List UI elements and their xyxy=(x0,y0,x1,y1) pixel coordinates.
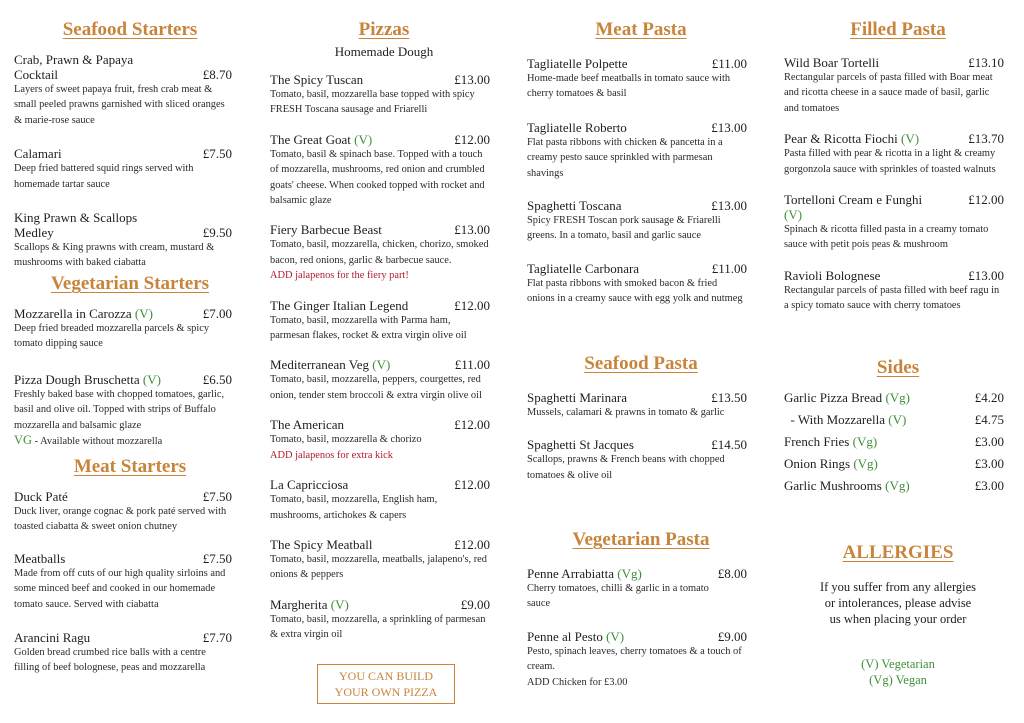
veg-tag: (Vg) xyxy=(617,566,642,581)
item-price: £12.00 xyxy=(454,477,490,493)
item-name: Ravioli Bolognese xyxy=(784,267,881,283)
item-desc: Tomato, basil, mozzarella, meatballs, jalapeno's, red onions & peppers xyxy=(270,553,487,581)
vegan-note xyxy=(14,433,232,449)
menu-item xyxy=(14,306,232,352)
veg-tag: (V) xyxy=(888,412,907,427)
side-item xyxy=(784,387,1004,409)
menu-item xyxy=(14,146,232,192)
item-name-text: Penne al Pesto xyxy=(527,628,603,644)
item-name: The Spicy Meatball xyxy=(270,536,373,552)
item-name xyxy=(270,597,490,612)
side-name: Garlic Mushrooms xyxy=(784,478,882,493)
item-price: £13.70 xyxy=(968,131,1004,147)
menu-item xyxy=(784,55,1004,116)
seafood-pasta-title: Seafood Pasta xyxy=(584,353,698,374)
item-price: £12.00 xyxy=(454,297,490,313)
legend-vegetarian: (V) Vegetarian xyxy=(861,657,935,671)
item-name-text: Pear & Ricotta Fiochi xyxy=(784,131,898,147)
item-name xyxy=(14,306,232,321)
item-price: £13.50 xyxy=(711,390,747,405)
item-name-text: Tortelloni Cream e Funghi xyxy=(784,192,923,208)
menu-item xyxy=(14,489,232,535)
item-name: Fiery Barbecue Beast xyxy=(270,222,382,238)
item-name-text: Pizza Dough Bruschetta xyxy=(14,371,140,387)
menu-item xyxy=(270,477,490,523)
item-desc: Tomato, basil & spinach base. Topped with a touch of mozzarella, mushrooms, red onion and crumbled goats' cheese. When cooked topped with rocket and balsamic glaze xyxy=(270,148,485,207)
menu-item xyxy=(270,417,490,463)
side-item xyxy=(784,475,1004,497)
side-price: £4.20 xyxy=(974,390,1004,405)
item-desc: Tomato, basil, mozzarella with Parma ham, parmesan flakes, rocket & extra virgin olive oil xyxy=(270,314,467,342)
item-name-text: Penne Arrabiatta xyxy=(527,566,614,581)
diet-legend xyxy=(784,656,1012,688)
item-name: Meatballs xyxy=(14,550,66,566)
allergies-title: ALLERGIES xyxy=(842,542,954,563)
veg-tag: (V) xyxy=(606,628,625,644)
menu-item xyxy=(270,222,490,283)
item-desc: Home-made beef meatballs in tomato sauce with cherry tomatoes & basil xyxy=(527,73,731,100)
item-price: £12.00 xyxy=(454,131,490,147)
item-desc: Mussels, calamari & prawns in tomato & garlic xyxy=(527,407,725,418)
side-item xyxy=(784,409,1004,431)
veg-tag: (V) xyxy=(354,131,373,147)
item-desc: Tomato, basil, mozzarella, a sprinkling of parmesan & extra virgin oil xyxy=(270,613,486,641)
vegetarian-starters-title: Vegetarian Starters xyxy=(50,273,210,294)
item-price: £13.00 xyxy=(454,222,490,238)
item-desc: Tomato, basil, mozzarella, English ham, mushrooms, artichokes & capers xyxy=(270,494,438,521)
side-name: French Fries xyxy=(784,434,850,449)
side-item xyxy=(784,453,1004,475)
allergy-line-2: or intolerances, please advise xyxy=(824,596,972,610)
vegetarian-pasta-title: Vegetarian Pasta xyxy=(572,529,710,550)
item-desc: Pesto, spinach leaves, cherry tomatoes & a touch of cream. xyxy=(527,645,742,673)
item-price: £11.00 xyxy=(711,260,747,276)
item-name: Tagliatelle Roberto xyxy=(527,119,627,135)
item-name: Spaghetti Marinara xyxy=(527,390,627,405)
item-desc: Tomato, basil, mozzarella & chorizo xyxy=(270,434,422,446)
menu-item xyxy=(784,192,1004,253)
build-line-2: YOUR OWN PIZZA xyxy=(334,685,438,699)
veg-tag: (V) xyxy=(330,596,349,612)
item-name-text: The Great Goat xyxy=(270,131,351,147)
item-price: £13.10 xyxy=(968,55,1004,70)
item-desc: Rectangular parcels of pasta filled with beef ragu in a spicy tomato sauce with cherry tomatoes xyxy=(784,284,1000,312)
item-desc: Flat pasta ribbons with smoked bacon & fried onions in a creamy sauce with egg yolk and nutmeg xyxy=(527,277,743,305)
item-price: £12.00 xyxy=(968,192,1004,208)
veg-tag: (V) xyxy=(900,131,920,147)
item-price: £12.00 xyxy=(454,417,490,433)
item-desc: Tomato, basil, mozzarella, peppers, courgettes, red onion, tender stem broccoli & extra virgin olive oil xyxy=(270,374,482,401)
item-price: £13.00 xyxy=(968,267,1004,283)
menu-item xyxy=(270,537,490,583)
menu-item xyxy=(527,390,747,420)
menu-item xyxy=(527,629,747,690)
item-name: Spaghetti St Jacques xyxy=(527,437,634,453)
menu-item xyxy=(527,198,747,244)
menu-item xyxy=(270,132,490,209)
item-desc: Deep fried breaded mozzarella parcels & spicy tomato dipping sauce xyxy=(14,323,210,350)
item-desc: Duck liver, orange cognac & pork paté served with toasted ciabatta & sweet onion chutney xyxy=(14,506,227,533)
item-name: Calamari xyxy=(14,146,62,162)
item-name: Spaghetti Toscana xyxy=(527,198,622,214)
item-name: The Spicy Tuscan xyxy=(270,72,364,87)
allergy-line-1: If you suffer from any allergies xyxy=(819,580,977,594)
item-desc: Tomato, basil, mozzarella, chicken, chorizo, smoked bacon, red onions, garlic & barbecue sauce. xyxy=(270,239,489,266)
item-price: £11.00 xyxy=(454,357,490,373)
side-name: - With Mozzarella xyxy=(784,412,886,427)
item-price: £13.00 xyxy=(711,198,747,214)
item-price: £13.00 xyxy=(711,119,747,135)
item-desc: Rectangular parcels of pasta filled with Boar meat and ricotta cheese in a sauce made of basil, garlic and tomatoes xyxy=(784,72,993,114)
item-desc: Golden bread crumbed rice balls with a centre filling of beef bolognese, peas and mozzarella xyxy=(14,647,206,674)
item-name: The American xyxy=(270,417,344,433)
pizzas-subtitle: Homemade Dough xyxy=(334,44,434,59)
item-price: £7.70 xyxy=(202,630,232,646)
item-name xyxy=(527,566,747,581)
menu-item xyxy=(527,120,747,181)
item-desc: Spicy FRESH Toscan pork sausage & Friarelli greens. In a tomato, basil and garlic sauce xyxy=(527,215,721,242)
menu-item xyxy=(527,261,747,307)
veg-tag: (V) xyxy=(134,306,153,321)
item-price: £9.00 xyxy=(460,596,490,612)
item-desc: Made from off cuts of our high quality sirloins and some minced beef and cooked in our homemade tomato sauce. Served with ciabatta xyxy=(14,567,226,610)
item-add-note: ADD jalapenos for the fiery part! xyxy=(270,270,409,282)
menu-item xyxy=(527,56,747,102)
item-desc: Deep fried battered squid rings served with homemade tartar sauce xyxy=(14,163,194,190)
side-name: Garlic Pizza Bread xyxy=(784,390,883,405)
side-price: £3.00 xyxy=(974,478,1004,493)
item-price: £7.50 xyxy=(202,146,232,162)
item-name: The Ginger Italian Legend xyxy=(270,297,409,313)
item-desc: Freshly baked base with chopped tomatoes, garlic, basil and olive oil. Topped with strips of Buffalo mozzarella and balsamic glaze xyxy=(14,388,225,431)
item-name: Crab, Prawn & Papaya Cocktail xyxy=(14,52,134,82)
item-name: Tagliatelle Polpette xyxy=(527,56,628,71)
item-price: £13.00 xyxy=(454,72,490,87)
item-price: £7.50 xyxy=(202,550,232,566)
item-desc: Layers of sweet papaya fruit, fresh crab meat & small peeled prawns garnished with sliced oranges & marie-rose sauce xyxy=(14,84,225,126)
item-name xyxy=(527,629,747,644)
allergy-line-3: us when placing your order xyxy=(829,612,967,626)
menu-item xyxy=(270,597,490,643)
item-desc: Spinach & ricotta filled pasta in a creamy tomato sauce with petit pois peas & mushroom xyxy=(784,224,989,251)
menu-item xyxy=(527,566,747,612)
side-name: Onion Rings xyxy=(784,456,851,471)
meat-starters-title: Meat Starters xyxy=(73,456,187,477)
item-price: £9.00 xyxy=(717,628,747,644)
item-price: £8.00 xyxy=(717,566,747,581)
legend-vegan: (Vg) Vegan xyxy=(869,673,927,687)
filled-pasta-title: Filled Pasta xyxy=(850,19,946,40)
item-price: £7.00 xyxy=(202,306,232,321)
side-price: £4.75 xyxy=(974,412,1004,427)
allergy-notice xyxy=(784,579,1012,627)
item-desc: Cherry tomatoes, chilli & garlic in a tomato sauce xyxy=(527,583,709,610)
item-add-note: ADD jalapenos for extra kick xyxy=(270,449,393,461)
item-desc: Scallops & King prawns with cream, mustard & mushrooms with baked ciabatta xyxy=(14,242,215,269)
build-line-1: YOU CAN BUILD xyxy=(339,669,433,683)
menu-item xyxy=(14,210,232,271)
seafood-starters-title: Seafood Starters xyxy=(62,19,198,40)
item-desc: Flat pasta ribbons with chicken & pancetta in a creamy pesto sauce sprinkled with parmesan shavings xyxy=(527,136,723,179)
item-name xyxy=(14,372,232,387)
item-name: Tagliatelle Carbonara xyxy=(527,260,640,276)
menu-item xyxy=(14,551,232,612)
side-item xyxy=(784,431,1004,453)
side-price: £3.00 xyxy=(974,456,1004,471)
item-price: £11.00 xyxy=(711,56,747,71)
menu-item xyxy=(784,131,1004,177)
side-price: £3.00 xyxy=(974,434,1004,449)
veg-tag: (V) xyxy=(372,357,391,373)
menu-item xyxy=(270,298,490,344)
item-price: £6.50 xyxy=(202,371,232,387)
item-desc: Scallops, prawns & French beans with chopped tomatoes & olive oil xyxy=(527,454,725,481)
item-desc: Pasta filled with pear & ricotta in a light & creamy gorgonzola sauce with sprinkles of toasted walnuts xyxy=(784,148,996,175)
item-desc: Tomato, basil, mozzarella base topped with spicy FRESH Toscana sausage and Friarelli xyxy=(270,89,475,116)
veg-tag: (Vg) xyxy=(852,434,878,449)
item-name: Wild Boar Tortelli xyxy=(784,55,880,70)
item-price: £9.50 xyxy=(202,225,232,241)
sides-title: Sides xyxy=(876,357,920,378)
item-name-text: Mozzarella in Carozza xyxy=(14,306,132,321)
item-add-note: ADD Chicken for £3.00 xyxy=(527,676,628,688)
item-name: Duck Paté xyxy=(14,489,68,504)
item-price: £14.50 xyxy=(711,437,747,453)
item-name-text: Mediterranean Veg xyxy=(270,357,370,373)
vegan-note-tag: VG xyxy=(14,433,33,448)
veg-tag: (V) xyxy=(784,207,803,223)
pizzas-title: Pizzas xyxy=(358,19,410,40)
build-your-own-pizza-box xyxy=(317,664,455,704)
menu-item xyxy=(14,630,232,676)
veg-tag: (Vg) xyxy=(885,390,910,405)
menu-item xyxy=(784,268,1004,314)
menu-item xyxy=(270,72,490,118)
item-name-text: Margherita xyxy=(270,596,328,612)
item-name: La Capricciosa xyxy=(270,477,349,493)
menu-item xyxy=(14,52,232,128)
vegan-note-text: - Available without mozzarella xyxy=(32,436,163,448)
item-name: Arancini Ragu xyxy=(14,630,91,646)
meat-pasta-title: Meat Pasta xyxy=(595,19,687,40)
item-name: King Prawn & Scallops Medley xyxy=(14,210,138,241)
veg-tag: (Vg) xyxy=(885,478,910,493)
menu-item xyxy=(14,372,232,450)
item-price: £12.00 xyxy=(454,536,490,552)
item-price: £8.70 xyxy=(202,67,232,82)
menu-item xyxy=(527,437,747,483)
menu-item xyxy=(270,357,490,403)
veg-tag: (Vg) xyxy=(853,456,878,471)
item-price: £7.50 xyxy=(202,489,232,504)
veg-tag: (V) xyxy=(142,371,161,387)
